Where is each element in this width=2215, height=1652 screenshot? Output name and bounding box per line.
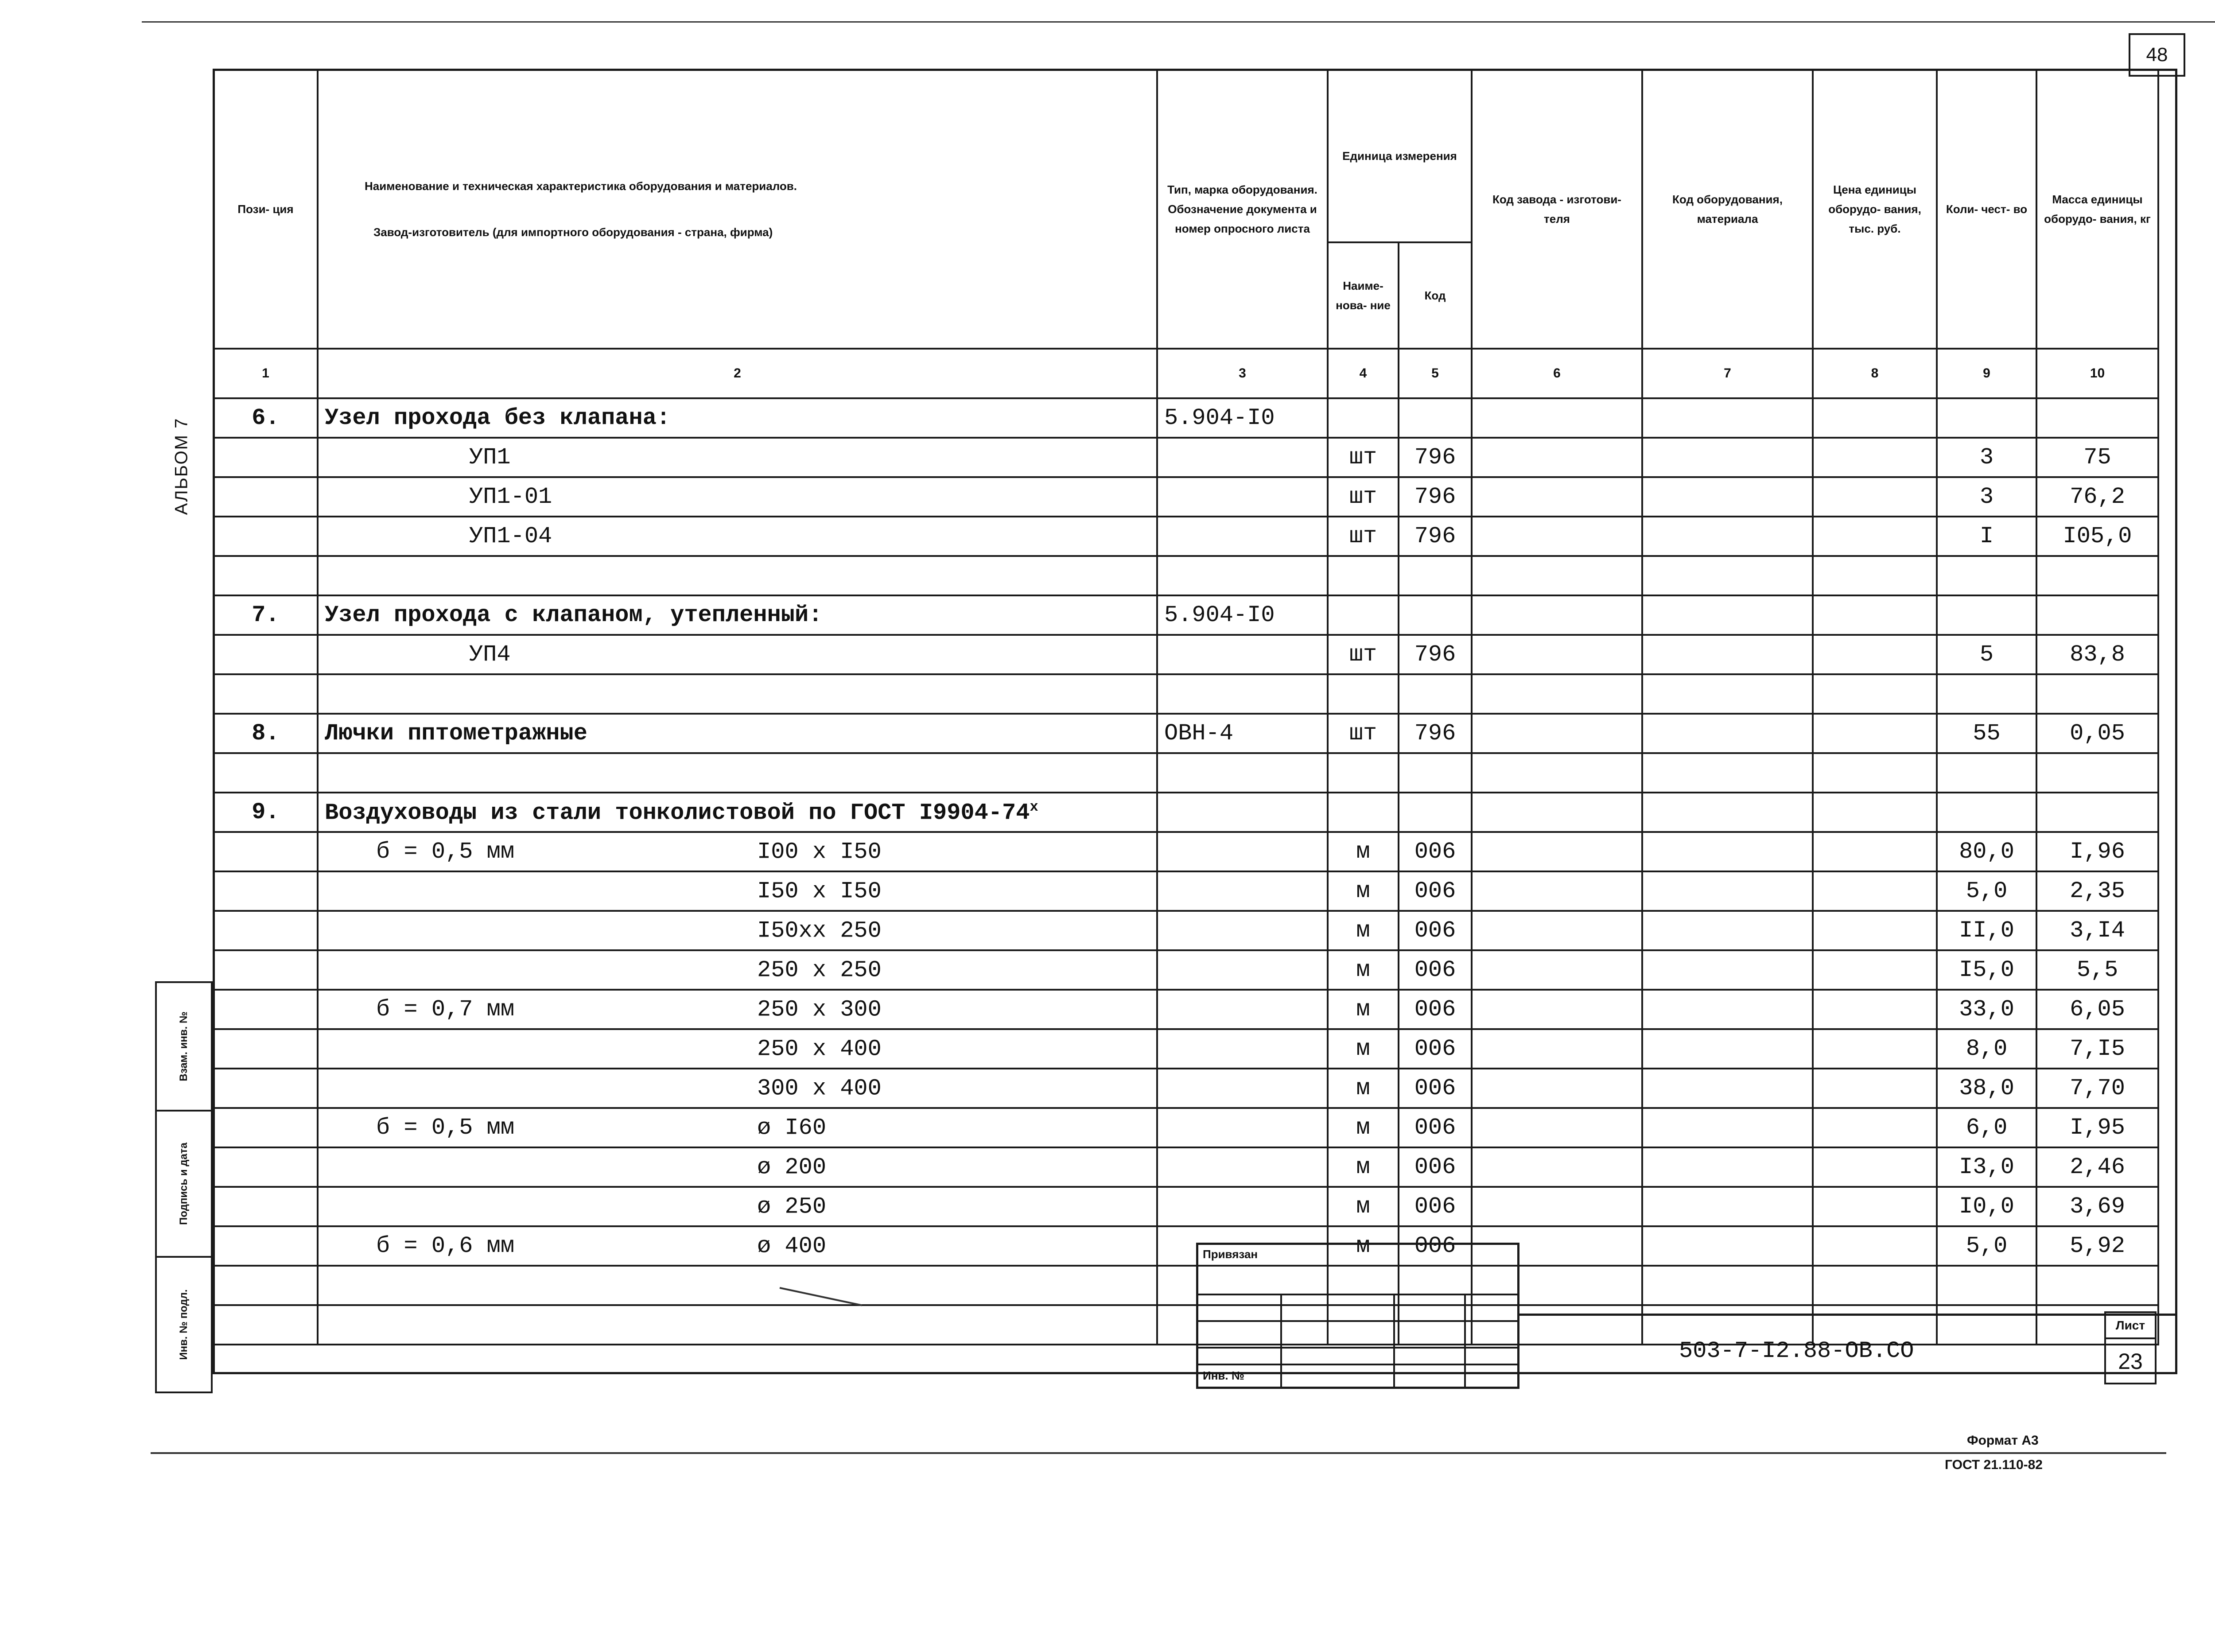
- row-mass: I,95: [2036, 1108, 2158, 1147]
- row-name-text: УП1-01: [469, 484, 552, 510]
- row-mass: 0,05: [2036, 714, 2158, 753]
- row-size: ø I60: [757, 1115, 827, 1141]
- title-grid-line: [1198, 1294, 1517, 1295]
- header-unit: Единица измерения: [1328, 70, 1472, 242]
- header-factory-code: Код завода - изготови- теля: [1472, 70, 1642, 349]
- stamp-cell-replacement: [157, 983, 211, 1112]
- stamp-label: Подпись и дата: [178, 1143, 190, 1225]
- scan-border-line: [151, 1452, 2166, 1454]
- row-unit: м: [1328, 1187, 1399, 1226]
- row-quantity: 5,0: [1937, 1226, 2036, 1266]
- row-name-text: УП1: [469, 444, 511, 470]
- row-name-text: Воздуховоды из стали тонколистовой по ГОСТ I9904-74: [325, 800, 1030, 826]
- row-position: 6.: [214, 398, 318, 438]
- row-name-text: Узел прохода с клапаном, утепленный:: [325, 602, 823, 628]
- row-quantity: 8,0: [1937, 1029, 2036, 1069]
- row-code: 006: [1399, 990, 1472, 1029]
- column-number: 7: [1642, 349, 1813, 398]
- row-quantity: 55: [1937, 714, 2036, 753]
- row-mass: 6,05: [2036, 990, 2158, 1029]
- column-number: 1: [214, 349, 318, 398]
- row-mass: 5,92: [2036, 1226, 2158, 1266]
- row-unit: м: [1328, 1069, 1399, 1108]
- row-unit: м: [1328, 911, 1399, 950]
- row-type: 5.904-I0: [1157, 595, 1328, 635]
- header-unit-code: Код: [1399, 242, 1472, 349]
- header-name-line2: Завод-изготовитель (для импортного оборудования - страна, фирма): [373, 225, 773, 239]
- row-code: 006: [1399, 1069, 1472, 1108]
- format-label: Формат А3: [1967, 1433, 2039, 1448]
- row-size: 300 x 400: [757, 1075, 882, 1101]
- row-unit: шт: [1328, 517, 1399, 556]
- list-number: 23: [2118, 1349, 2143, 1374]
- column-number: 10: [2036, 349, 2158, 398]
- row-name-text: б = 0,5 мм: [376, 839, 515, 865]
- row-code: 796: [1399, 477, 1472, 517]
- row-code: 006: [1399, 1226, 1472, 1266]
- column-number: 3: [1157, 349, 1328, 398]
- title-grid-line: [1198, 1347, 1517, 1349]
- header-type: Тип, марка оборудования. Обозначение документа и номер опросного листа: [1157, 70, 1328, 349]
- row-code: 796: [1399, 517, 1472, 556]
- stamp-cell-signature: [157, 1112, 211, 1258]
- row-size: 250 x 300: [757, 996, 882, 1022]
- gost-superscript: x: [1030, 798, 1038, 815]
- row-quantity: I5,0: [1937, 950, 2036, 990]
- album-label: АЛЬБОМ 7: [171, 417, 191, 515]
- drawing-frame: [213, 69, 2177, 1374]
- row-type: 5.904-I0: [1157, 398, 1328, 438]
- row-unit: м: [1328, 1147, 1399, 1187]
- column-number: 5: [1399, 349, 1472, 398]
- row-quantity: 5: [1937, 635, 2036, 674]
- left-stamp: [155, 981, 213, 1393]
- row-mass: 2,46: [2036, 1147, 2158, 1187]
- header-position: Пози- ция: [214, 70, 318, 349]
- title-grid-vline: [1280, 1294, 1282, 1389]
- row-unit: м: [1328, 950, 1399, 990]
- header-name-line1: Наименование и техническая характеристика оборудования и материалов.: [365, 179, 797, 193]
- row-quantity: 6,0: [1937, 1108, 2036, 1147]
- row-quantity: 5,0: [1937, 871, 2036, 911]
- row-unit: м: [1328, 990, 1399, 1029]
- column-number: 6: [1472, 349, 1642, 398]
- row-name-text: УП4: [469, 641, 511, 668]
- column-number: 9: [1937, 349, 2036, 398]
- row-name-text: б = 0,7 мм: [376, 996, 515, 1022]
- title-grid-vline: [1393, 1294, 1395, 1389]
- row-code: 006: [1399, 1108, 1472, 1147]
- row-unit: м: [1328, 871, 1399, 911]
- row-code: 006: [1399, 1147, 1472, 1187]
- row-type: ОВН-4: [1157, 714, 1328, 753]
- row-position: 9.: [214, 793, 318, 832]
- title-block: [1196, 1243, 1519, 1389]
- title-grid-line: [1198, 1364, 1517, 1365]
- row-size: 250 x 400: [757, 1036, 882, 1062]
- header-unit-name: Наиме- нова- ние: [1328, 242, 1399, 349]
- title-horizontal-line: [1517, 1314, 2177, 1316]
- row-code: 796: [1399, 714, 1472, 753]
- row-mass: I,96: [2036, 832, 2158, 871]
- scan-border-line: [142, 21, 2215, 23]
- row-unit: м: [1328, 1226, 1399, 1266]
- sheet-number: 48: [2129, 33, 2185, 77]
- privyazan-label: Привязан: [1203, 1248, 1258, 1261]
- row-mass: I05,0: [2036, 517, 2158, 556]
- row-mass: 5,5: [2036, 950, 2158, 990]
- row-code: 006: [1399, 832, 1472, 871]
- header-quantity: Коли- чест- во: [1937, 70, 2036, 349]
- row-mass: 7,70: [2036, 1069, 2158, 1108]
- row-size: ø 250: [757, 1193, 827, 1220]
- row-unit: шт: [1328, 438, 1399, 477]
- row-name-text: б = 0,6 мм: [376, 1233, 515, 1259]
- gost-label: ГОСТ 21.110-82: [1945, 1458, 2043, 1472]
- row-code: 006: [1399, 950, 1472, 990]
- row-quantity: 80,0: [1937, 832, 2036, 871]
- stamp-label: Инв. № подл.: [178, 1289, 190, 1360]
- row-code: 006: [1399, 1187, 1472, 1226]
- header-equipment-code: Код оборудования, материала: [1642, 70, 1813, 349]
- row-position: 7.: [214, 595, 318, 635]
- row-code: 006: [1399, 1029, 1472, 1069]
- column-number: 4: [1328, 349, 1399, 398]
- row-quantity: 38,0: [1937, 1069, 2036, 1108]
- stamp-cell-inventory: [157, 1258, 211, 1392]
- row-name-text: УП1-04: [469, 523, 552, 549]
- row-position: 8.: [214, 714, 318, 753]
- row-unit: м: [1328, 832, 1399, 871]
- row-code: 796: [1399, 438, 1472, 477]
- sheet-list-box: [2104, 1311, 2157, 1384]
- row-unit: м: [1328, 1108, 1399, 1147]
- row-unit: шт: [1328, 714, 1399, 753]
- column-number: 2: [318, 349, 1157, 398]
- row-mass: 3,69: [2036, 1187, 2158, 1226]
- row-mass: 7,I5: [2036, 1029, 2158, 1069]
- row-quantity: I: [1937, 517, 2036, 556]
- row-mass: 76,2: [2036, 477, 2158, 517]
- row-quantity: 3: [1937, 477, 2036, 517]
- title-grid-vline: [1464, 1294, 1466, 1389]
- title-grid-line: [1198, 1320, 1517, 1322]
- row-mass: 75: [2036, 438, 2158, 477]
- row-mass: 3,I4: [2036, 911, 2158, 950]
- row-code: 006: [1399, 871, 1472, 911]
- row-unit: шт: [1328, 635, 1399, 674]
- row-name-text: Узел прохода без клапана:: [325, 405, 671, 431]
- row-unit: шт: [1328, 477, 1399, 517]
- row-size: I00 x I50: [757, 839, 882, 865]
- row-size: ø 200: [757, 1154, 827, 1180]
- row-name-text: б = 0,5 мм: [376, 1115, 515, 1141]
- row-code: 006: [1399, 911, 1472, 950]
- list-label: Лист: [2106, 1313, 2155, 1339]
- column-number: 8: [1813, 349, 1937, 398]
- row-code: 796: [1399, 635, 1472, 674]
- row-quantity: I0,0: [1937, 1187, 2036, 1226]
- row-size: I50xx 250: [757, 917, 882, 944]
- row-mass: 2,35: [2036, 871, 2158, 911]
- document-code: 503-7-I2.88-ОВ.СО: [1679, 1338, 1914, 1364]
- row-quantity: 3: [1937, 438, 2036, 477]
- row-unit: м: [1328, 1029, 1399, 1069]
- row-size: ø 400: [757, 1233, 827, 1259]
- row-quantity: I3,0: [1937, 1147, 2036, 1187]
- inv-label: Инв. №: [1203, 1369, 1244, 1382]
- row-name-text: Лючки пптометражные: [325, 720, 587, 746]
- header-mass: Масса единицы оборудо- вания, кг: [2036, 70, 2158, 349]
- row-quantity: 33,0: [1937, 990, 2036, 1029]
- row-size: 250 x 250: [757, 957, 882, 983]
- row-quantity: II,0: [1937, 911, 2036, 950]
- row-size: I50 x I50: [757, 878, 882, 904]
- row-mass: 83,8: [2036, 635, 2158, 674]
- stamp-label: Взам. инв. №: [178, 1011, 190, 1081]
- header-price: Цена единицы оборудо- вания, тыс. руб.: [1813, 70, 1937, 349]
